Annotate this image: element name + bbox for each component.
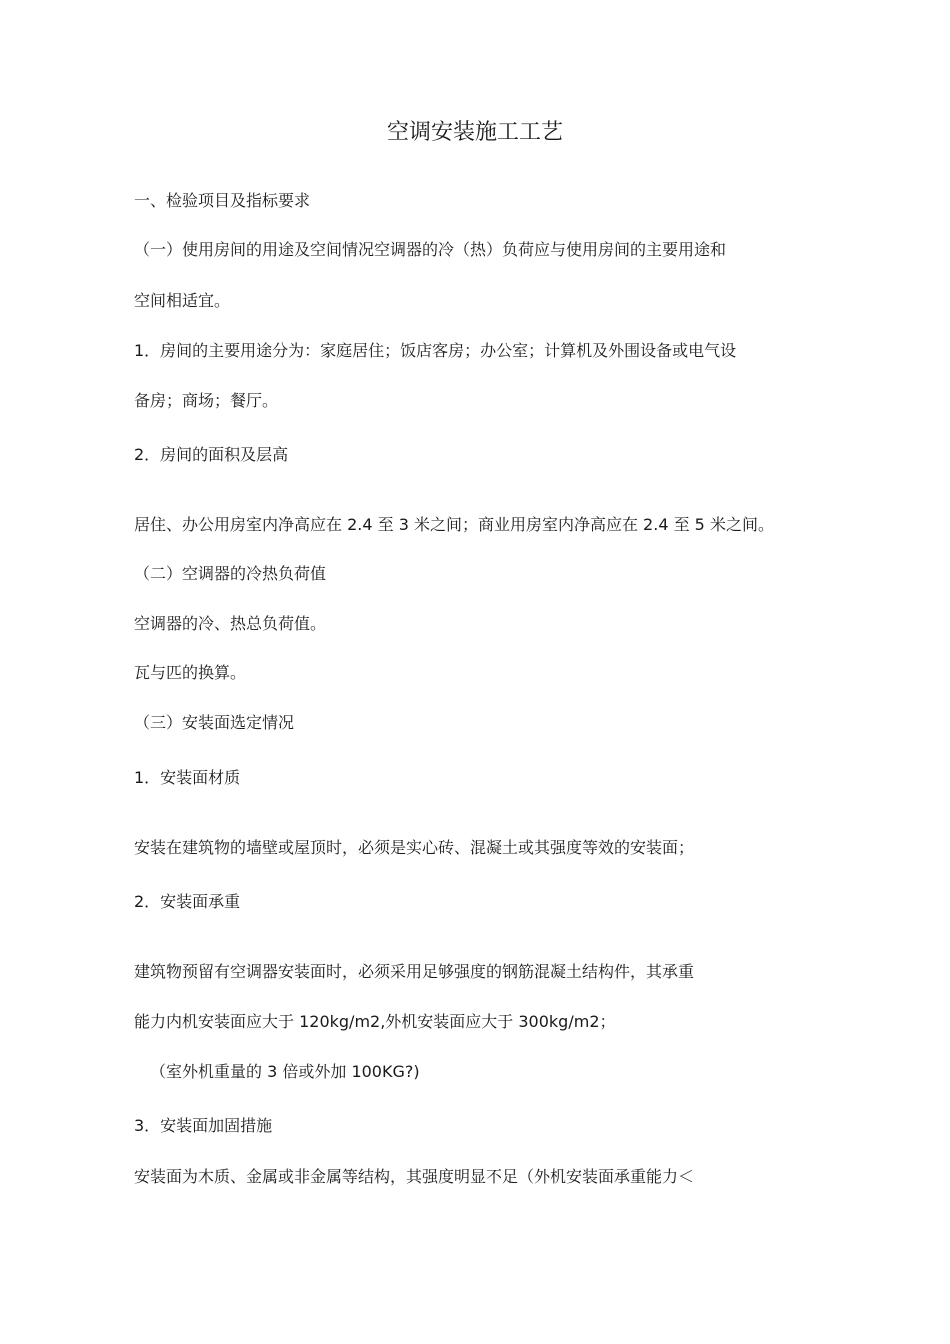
paragraph-surface-material: 安装在建筑物的墙壁或屋顶时，必须是实心砖、混凝土或其强度等效的安装面；	[134, 838, 695, 857]
paragraph-room-height-requirement: 居住、办公用房室内净高应在 2.4 至 3 米之间；商业用房室内净高应在 2.4 至 5 米之间。	[134, 515, 774, 534]
paragraph-room-usage-continued: 空间相适宜。	[134, 291, 231, 310]
item-room-usage-list: 1．房间的主要用途分为：家庭居住；饭店客房；办公室；计算机及外围设备或电气设	[134, 341, 737, 360]
item-room-area-height: 2．房间的面积及层高	[134, 445, 289, 464]
section-heading-inspection-items: 一、检验项目及指标要求	[134, 191, 311, 210]
item-surface-material: 1．安装面材质	[134, 768, 241, 787]
paragraph-surface-reinforcement: 安装面为木质、金属或非金属等结构，其强度明显不足（外机安装面承重能力＜	[134, 1167, 695, 1186]
subsection-heading-mounting-surface: （三）安装面选定情况	[134, 713, 295, 732]
item-room-usage-list-continued: 备房；商场；餐厅。	[134, 391, 279, 410]
item-surface-reinforcement: 3．安装面加固措施	[134, 1116, 273, 1135]
paragraph-load-bearing-values: 能力内机安装面应大于 120kg/m2,外机安装面应大于 300kg/m2；	[134, 1012, 616, 1031]
document-title: 空调安装施工工艺	[386, 120, 563, 145]
paragraph-room-usage-intro: （一）使用房间的用途及空间情况空调器的冷（热）负荷应与使用房间的主要用途和	[134, 240, 727, 259]
paragraph-watt-horsepower: 瓦与匹的换算。	[134, 663, 247, 682]
paragraph-total-load: 空调器的冷、热总负荷值。	[134, 614, 327, 633]
paragraph-load-bearing: 建筑物预留有空调器安装面时，必须采用足够强度的钢筋混凝土结构件，其承重	[134, 962, 695, 981]
subsection-heading-load-values: （二）空调器的冷热负荷值	[134, 564, 327, 583]
item-surface-load-bearing: 2．安装面承重	[134, 892, 241, 911]
note-outdoor-unit-weight: （室外机重量的 3 倍或外加 100KG?)	[150, 1062, 420, 1081]
